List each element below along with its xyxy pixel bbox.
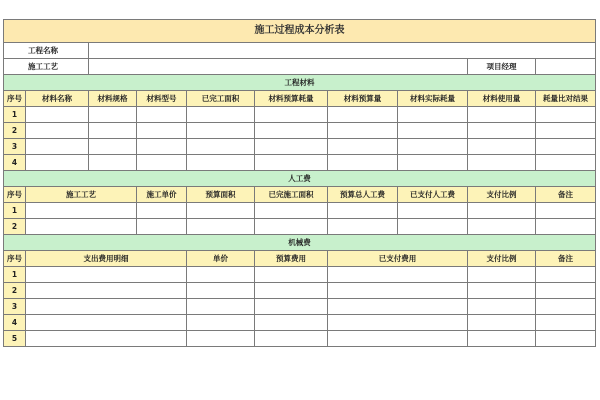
table-row [4, 139, 596, 155]
machinery-header-0: 序号 [4, 251, 26, 267]
process-label: 施工工艺 [4, 59, 89, 75]
materials-header-1: 材料名称 [26, 91, 89, 107]
labor-cell[interactable] [26, 219, 137, 235]
materials-cell[interactable] [26, 155, 89, 171]
machinery-cell[interactable] [187, 315, 255, 331]
materials-cell[interactable] [255, 123, 328, 139]
materials-cell[interactable] [255, 107, 328, 123]
labor-cell[interactable] [398, 219, 468, 235]
project-name-label: 工程名称 [4, 43, 89, 59]
machinery-cell[interactable] [536, 299, 596, 315]
machinery-cell[interactable] [536, 267, 596, 283]
machinery-header-2: 单价 [187, 251, 255, 267]
materials-cell[interactable] [187, 139, 255, 155]
materials-cell[interactable] [187, 107, 255, 123]
machinery-cell[interactable] [187, 299, 255, 315]
table-row [4, 155, 596, 171]
row-number: 4 [4, 155, 26, 171]
table-row [4, 107, 596, 123]
machinery-cell[interactable] [468, 267, 536, 283]
machinery-section-row [4, 235, 596, 251]
labor-cell[interactable] [137, 203, 187, 219]
machinery-cell[interactable] [328, 283, 468, 299]
materials-cell[interactable] [536, 107, 596, 123]
machinery-cell[interactable] [187, 331, 255, 347]
materials-section-row [4, 75, 596, 91]
row-number: 5 [4, 331, 26, 347]
project-name-input[interactable] [89, 43, 596, 59]
row-number: 2 [4, 219, 26, 235]
labor-header-6: 已支付人工费 [398, 187, 468, 203]
labor-cell[interactable] [26, 203, 137, 219]
labor-header-4: 已完施工面积 [255, 187, 328, 203]
materials-cell[interactable] [26, 107, 89, 123]
row-number: 1 [4, 107, 26, 123]
machinery-header-6: 备注 [536, 251, 596, 267]
materials-section-title: 工程材料 [4, 75, 596, 91]
machinery-cell[interactable] [536, 315, 596, 331]
materials-cell[interactable] [89, 155, 137, 171]
machinery-header-5: 支付比例 [468, 251, 536, 267]
materials-header-3: 材料型号 [137, 91, 187, 107]
row-number: 1 [4, 267, 26, 283]
machinery-header-4: 已支付费用 [328, 251, 468, 267]
materials-cell[interactable] [187, 123, 255, 139]
machinery-cell[interactable] [26, 299, 187, 315]
materials-cell[interactable] [468, 139, 536, 155]
machinery-cell[interactable] [26, 315, 187, 331]
row-number: 4 [4, 315, 26, 331]
labor-header-0: 序号 [4, 187, 26, 203]
materials-cell[interactable] [255, 155, 328, 171]
machinery-cell[interactable] [468, 315, 536, 331]
machinery-cell[interactable] [328, 299, 468, 315]
table-row [4, 203, 596, 219]
labor-header-8: 备注 [536, 187, 596, 203]
row-number: 2 [4, 283, 26, 299]
machinery-cell[interactable] [255, 299, 328, 315]
table-row [4, 299, 596, 315]
materials-header-7: 材料实际耗量 [398, 91, 468, 107]
table-row [4, 267, 596, 283]
materials-cell[interactable] [398, 107, 468, 123]
materials-cell[interactable] [137, 155, 187, 171]
labor-cell[interactable] [398, 203, 468, 219]
labor-header-3: 预算面积 [187, 187, 255, 203]
materials-cell[interactable] [137, 139, 187, 155]
materials-header-9: 耗量比对结果 [536, 91, 596, 107]
machinery-cell[interactable] [468, 283, 536, 299]
machinery-cell[interactable] [255, 331, 328, 347]
machinery-header-row [4, 251, 596, 267]
materials-cell[interactable] [468, 107, 536, 123]
labor-cell[interactable] [328, 219, 398, 235]
machinery-section-title: 机械费 [4, 235, 596, 251]
labor-header-2: 施工单价 [137, 187, 187, 203]
machinery-cell[interactable] [328, 315, 468, 331]
machinery-cell[interactable] [255, 315, 328, 331]
materials-cell[interactable] [187, 155, 255, 171]
materials-header-2: 材料规格 [89, 91, 137, 107]
labor-cell[interactable] [536, 219, 596, 235]
manager-label: 项目经理 [468, 59, 536, 75]
machinery-cell[interactable] [26, 331, 187, 347]
labor-cell[interactable] [328, 203, 398, 219]
labor-cell[interactable] [536, 203, 596, 219]
materials-header-6: 材料预算量 [328, 91, 398, 107]
row-number: 1 [4, 203, 26, 219]
process-input[interactable] [89, 59, 468, 75]
labor-cell[interactable] [187, 203, 255, 219]
machinery-cell[interactable] [26, 283, 187, 299]
labor-header-1: 施工工艺 [26, 187, 137, 203]
machinery-cell[interactable] [328, 331, 468, 347]
materials-cell[interactable] [255, 139, 328, 155]
materials-cell[interactable] [536, 123, 596, 139]
labor-cell[interactable] [468, 203, 536, 219]
materials-cell[interactable] [328, 123, 398, 139]
table-row [4, 315, 596, 331]
machinery-cell[interactable] [468, 331, 536, 347]
materials-cell[interactable] [398, 123, 468, 139]
info-row-project [4, 43, 596, 59]
materials-cell[interactable] [398, 139, 468, 155]
machinery-cell[interactable] [26, 267, 187, 283]
row-number: 3 [4, 139, 26, 155]
materials-cell[interactable] [328, 155, 398, 171]
row-number: 2 [4, 123, 26, 139]
table-row [4, 219, 596, 235]
labor-cell[interactable] [255, 203, 328, 219]
table-row [4, 331, 596, 347]
machinery-cell[interactable] [187, 267, 255, 283]
materials-cell[interactable] [89, 139, 137, 155]
row-number: 3 [4, 299, 26, 315]
machinery-cell[interactable] [328, 267, 468, 283]
materials-cell[interactable] [89, 107, 137, 123]
labor-header-row [4, 187, 596, 203]
materials-cell[interactable] [536, 155, 596, 171]
materials-cell[interactable] [328, 107, 398, 123]
materials-cell[interactable] [89, 123, 137, 139]
machinery-cell[interactable] [255, 267, 328, 283]
labor-section-row [4, 171, 596, 187]
materials-cell[interactable] [536, 139, 596, 155]
materials-cell[interactable] [328, 139, 398, 155]
info-row-process [4, 59, 596, 75]
machinery-cell[interactable] [468, 299, 536, 315]
machinery-cell[interactable] [187, 283, 255, 299]
materials-cell[interactable] [26, 139, 89, 155]
materials-cell[interactable] [137, 107, 187, 123]
sheet-title: 施工过程成本分析表 [4, 20, 596, 43]
labor-header-5: 预算总人工费 [328, 187, 398, 203]
materials-header-row [4, 91, 596, 107]
machinery-header-1: 支出费用明细 [26, 251, 187, 267]
labor-header-7: 支付比例 [468, 187, 536, 203]
machinery-header-3: 预算费用 [255, 251, 328, 267]
materials-cell[interactable] [26, 123, 89, 139]
materials-cell[interactable] [137, 123, 187, 139]
materials-header-5: 材料预算耗量 [255, 91, 328, 107]
materials-header-4: 已完工面积 [187, 91, 255, 107]
machinery-cell[interactable] [536, 331, 596, 347]
materials-cell[interactable] [398, 155, 468, 171]
materials-cell[interactable] [468, 123, 536, 139]
materials-cell[interactable] [468, 155, 536, 171]
labor-cell[interactable] [187, 219, 255, 235]
labor-section-title: 人工费 [4, 171, 596, 187]
labor-cell[interactable] [468, 219, 536, 235]
table-row [4, 283, 596, 299]
materials-header-8: 材料使用量 [468, 91, 536, 107]
title-row [4, 20, 596, 43]
machinery-cell[interactable] [536, 283, 596, 299]
table-row [4, 123, 596, 139]
labor-cell[interactable] [255, 219, 328, 235]
labor-cell[interactable] [137, 219, 187, 235]
machinery-cell[interactable] [255, 283, 328, 299]
materials-header-0: 序号 [4, 91, 26, 107]
manager-input[interactable] [536, 59, 596, 75]
cost-analysis-table [3, 19, 596, 347]
